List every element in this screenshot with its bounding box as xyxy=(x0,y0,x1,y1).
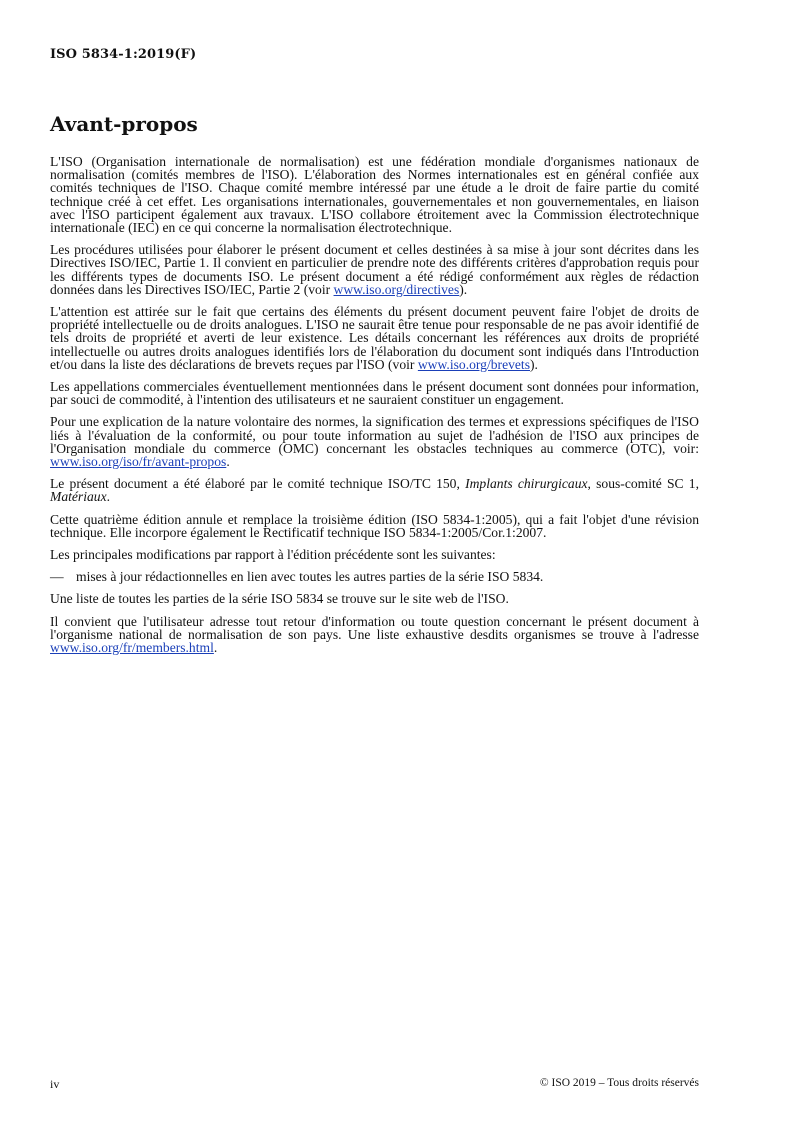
list-item-text: mises à jour rédactionnelles en lien avec toutes les autres parties de la série ISO 5834. xyxy=(76,569,544,585)
subcommittee-name: Matériaux xyxy=(50,489,107,505)
committee-text-e: . xyxy=(106,489,111,505)
paragraph-changes-intro: Les principales modifications par rapport à l'édition précédente sont les suivantes: xyxy=(50,547,496,563)
paragraph-procedures xyxy=(50,243,699,296)
directives-link[interactable]: www.iso.org/directives xyxy=(333,281,460,297)
patents-link[interactable]: www.iso.org/brevets xyxy=(417,356,530,372)
dash-bullet: — xyxy=(50,569,64,585)
committee-text-c: , sous-comité SC 1, xyxy=(587,476,699,492)
paragraph-feedback-text: Il convient que l'utilisateur adresse tout retour d'information ou toute question concernant le présent document à l'organisme national de normalisation de son pays. Une liste exhaustive desdits organismes se trouve à l'adresse xyxy=(50,613,699,642)
foreword-body xyxy=(50,155,699,663)
page-number: iv xyxy=(50,1077,60,1091)
paragraph-iso-intro: L'ISO (Organisation internationale de normalisation) est une fédération mondiale d'organismes nationaux de normalisation (comités membres de l'ISO). L'élaboration des Normes internationales est en général confiée aux comités techniques de l'ISO. Chaque comité membre intéressé par une étude a le droit de faire partie du comité technique créé à cet effet. Les organisations internationales, gouvernementales et non gouvernementales, en liaison avec l'ISO participent également aux travaux. L'ISO collabore étroitement avec la Commission électrotechnique internationale (IEC) en ce qui concerne la normalisation électrotechnique. xyxy=(50,154,699,236)
paragraph-voluntary-end: . xyxy=(226,454,230,470)
page-title: Avant-propos xyxy=(50,112,198,136)
copyright-notice: © ISO 2019 – Tous droits réservés xyxy=(539,1077,699,1089)
committee-name: Implants chirurgicaux xyxy=(465,476,588,492)
paragraph-procedures-end: ). xyxy=(459,281,468,297)
paragraph-patents xyxy=(50,305,699,371)
paragraph-patents-text: L'attention est attirée sur le fait que certains des éléments du présent document peuvent faire l'objet de droits de propriété intellectuelle ou de droits analogues. L'ISO ne saurait être tenue pour responsable de ne pas avoir identifié de tels droits de propriété et averti de leur existence. Les détails concernant les références aux droits de propriété intellectuelle ou autres droits analogues identifiés lors de l'élaboration du document sont indiqués dans l'Introduction et/ou dans la liste des déclarations de brevets reçues par l'ISO (voir xyxy=(50,304,699,372)
paragraph-patents-end: ). xyxy=(530,356,538,372)
foreword-link[interactable]: www.iso.org/iso/fr/avant-propos xyxy=(50,454,227,470)
paragraph-procedures-text: Les procédures utilisées pour élaborer le présent document et celles destinées à sa mise à jour sont décrites dans les Directives ISO/IEC, Partie 1. Il convient en particulier de prendre note des différents critères d'approbation requis pour les différents types de documents ISO. Le présent document a été rédigé conformément aux règles de rédaction données dans les Directives ISO/IEC, Partie 2 (voir xyxy=(50,242,699,297)
paragraph-feedback-end: . xyxy=(213,640,218,656)
paragraph-feedback xyxy=(50,615,699,655)
document-id-header: ISO 5834-1:2019(F) xyxy=(50,47,197,62)
paragraph-voluntary-text: Pour une explication de la nature volontaire des normes, la signification des termes et expressions spécifiques de l'ISO liés à l'évaluation de la conformité, ou pour toute information au sujet de l'adhésion de l'ISO aux principes de l'Organisation mondiale du commerce (OMC) concernant les obstacles techniques au commerce (OTC), voir: xyxy=(50,414,699,456)
paragraph-series-list: Une liste de toutes les parties de la série ISO 5834 se trouve sur le site web de l'ISO. xyxy=(50,591,509,607)
paragraph-trade-names: Les appellations commerciales éventuellement mentionnées dans le présent document sont données pour information, par souci de commodité, à l'intention des utilisateurs et ne sauraient constituer un engagement. xyxy=(50,379,699,408)
members-link[interactable]: www.iso.org/fr/members.html xyxy=(50,640,214,656)
committee-text-a: Le présent document a été élaboré par le comité technique ISO/TC 150, xyxy=(50,476,466,492)
paragraph-committee xyxy=(50,477,699,503)
list-item xyxy=(50,570,699,583)
paragraph-voluntary-nature xyxy=(50,415,699,468)
paragraph-edition: Cette quatrième édition annule et remplace la troisième édition (ISO 5834-1:2005), qui a fait l'objet d'une révision technique. Elle incorpore également le Rectificatif technique ISO 5834-1:2005/Cor.1:2007. xyxy=(50,511,699,540)
